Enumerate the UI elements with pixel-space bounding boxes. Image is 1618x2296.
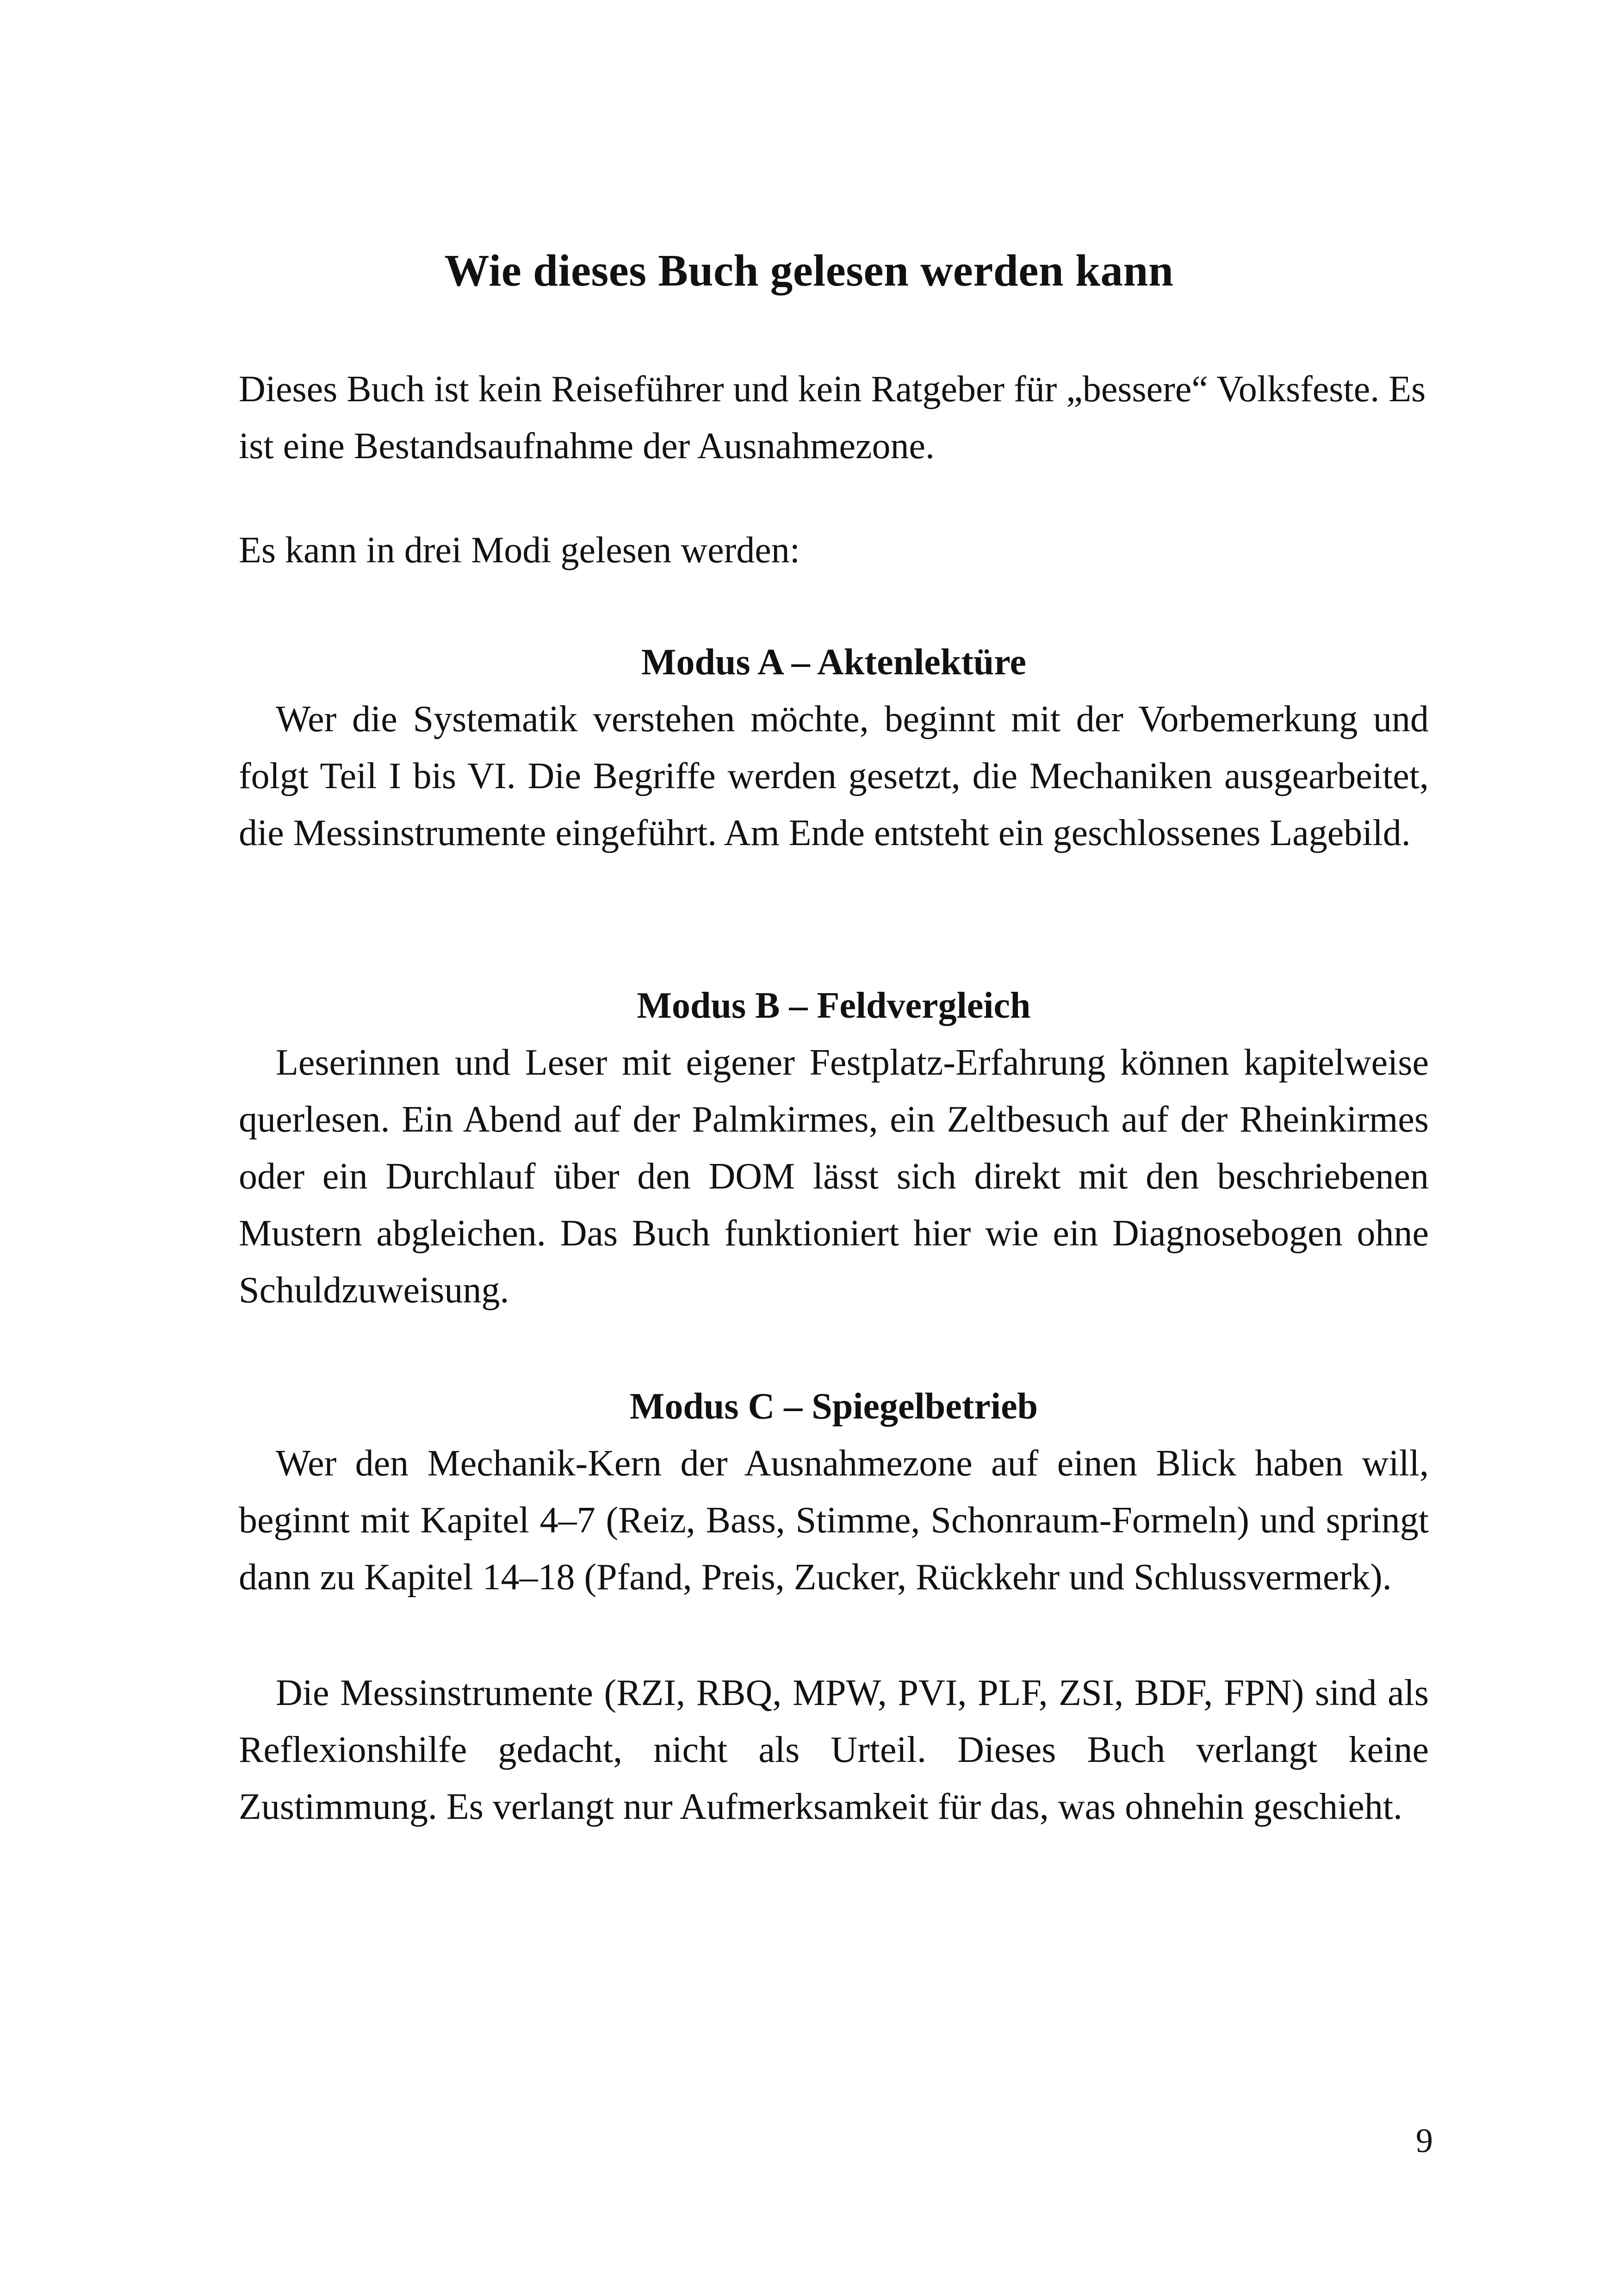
section-heading-mode-c: Modus C – Spiegelbetrieb <box>629 1386 1038 1427</box>
section-paragraph-mode-a: Wer die Systematik verstehen möchte, beginnt mit der Vorbemerkung und folgt Teil I bis VI. Die Begriffe werden gesetzt, die Mechaniken ausgearbeitet, die Messinstrumente eingeführt. Am Ende entsteht ein geschlossenes Lagebild. <box>239 699 1429 853</box>
section-heading-mode-b: Modus B – Feldvergleich <box>637 985 1031 1026</box>
section-paragraph-mode-c-2: Die Messinstrumente (RZI, RBQ, MPW, PVI, PLF, ZSI, BDF, FPN) sind als Reflexionshilfe gedacht, nicht als Urteil. Dieses Buch verlangt keine Zustimmung. Es verlangt nur Aufmerksamkeit für das, was ohnehin geschieht. <box>239 1673 1429 1827</box>
section-paragraph-mode-c-1: Wer den Mechanik-Kern der Ausnahmezone auf einen Blick haben will, beginnt mit Kapitel 4–7 (Reiz, Bass, Stimme, Schonraum-Formeln) und springt dann zu Kapitel 14–18 (Pfand, Preis, Zucker, Rückkehr und Schlussvermerk). <box>239 1443 1429 1598</box>
page-number: 9 <box>1416 2122 1433 2160</box>
modes-intro: Es kann in drei Modi gelesen werden: <box>239 530 800 571</box>
section-paragraph-mode-b: Leserinnen und Leser mit eigener Festplatz-Erfahrung können kapitelweise querlesen. Ein Abend auf der Palmkirmes, ein Zeltbesuch auf der Rheinkirmes oder ein Durchlauf über den DOM lässt sich direkt mit den beschriebenen Mustern abgleichen. Das Buch funktioniert hier wie ein Diagnosebogen ohne Schuldzuweisung. <box>239 1042 1429 1311</box>
section-heading-mode-a: Modus A – Aktenlektüre <box>641 642 1026 683</box>
page-title: Wie dieses Buch gelesen werden kann <box>444 246 1174 295</box>
intro-paragraph: Dieses Buch ist kein Reiseführer und kein Ratgeber für „bessere“ Volksfeste. Es ist eine Bestandsaufnahme der Ausnahmezone. <box>239 369 1426 467</box>
